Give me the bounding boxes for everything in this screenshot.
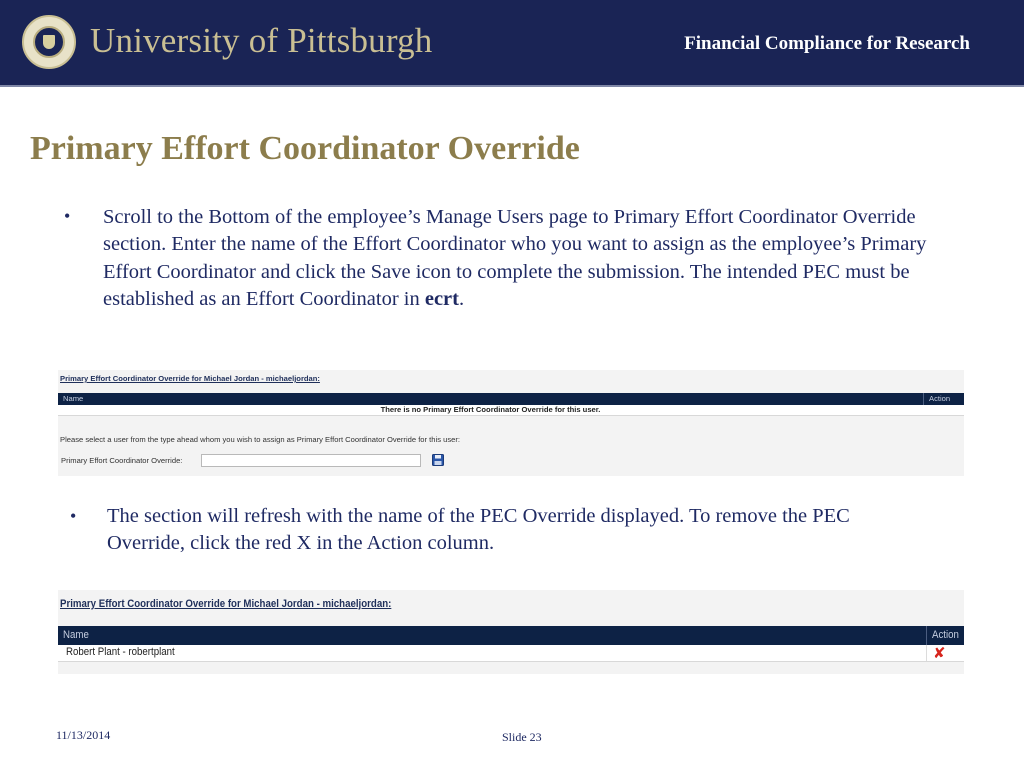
empty-row (58, 405, 964, 416)
pec-override-panel-filled (58, 590, 964, 674)
header-banner (0, 0, 1024, 87)
column-action-header: Action (932, 629, 959, 641)
column-name-header: Name (63, 629, 89, 641)
column-name-header: Name (63, 394, 84, 403)
ecrt-bold: ecrt (424, 288, 459, 311)
instruction-text: Please select a user from the type ahead whom you wish to assign as Primary Effort Coordinator Override for this user: (60, 435, 460, 444)
bullet-marker: • (64, 206, 71, 226)
pec-override-panel-empty (58, 370, 964, 476)
action-cell (926, 645, 965, 661)
panel-title: Primary Effort Coordinator Override for Michael Jordan - michaeljordan: (60, 598, 392, 610)
footer-date: 11/13/2014 (56, 728, 111, 742)
bullet-text-2: The section will refresh with the name of the PEC Override displayed. To remove the PEC Override, click the red X in the Action column. (107, 505, 850, 555)
bullet-marker: • (70, 506, 77, 526)
save-icon[interactable] (432, 454, 444, 466)
column-action-header: Action (929, 394, 951, 403)
pec-override-label: Primary Effort Coordinator Override: (61, 456, 183, 465)
grid-header (58, 393, 964, 405)
pec-override-input[interactable] (201, 454, 421, 467)
table-row (58, 645, 964, 662)
university-name: University of Pittsburgh (90, 21, 433, 60)
empty-message: There is no Primary Effort Coordinator Override for this user. (380, 405, 601, 414)
university-seal-icon (22, 15, 76, 69)
override-user-name: Robert Plant - robertplant (66, 646, 175, 658)
slide-title: Primary Effort Coordinator Override (30, 130, 580, 167)
department-name: Financial Compliance for Research (684, 33, 970, 54)
bullet-text-1: Scroll to the Bottom of the employee’s Manage Users page to Primary Effort Coordinator Override section. Enter the name of the Effort Coordinator who you want to assign as the employee’s Primary Effort Coordinator and click the Save icon to complete the submission. The intended PEC must be established as an Effort Coordinator in ecrt. (103, 206, 927, 311)
panel-title: Primary Effort Coordinator Override for Michael Jordan - michaeljordan: (60, 374, 320, 383)
grid-header (58, 626, 964, 645)
red-x-icon[interactable]: ✘ (933, 644, 946, 662)
slide-number: Slide 23 (502, 730, 542, 744)
